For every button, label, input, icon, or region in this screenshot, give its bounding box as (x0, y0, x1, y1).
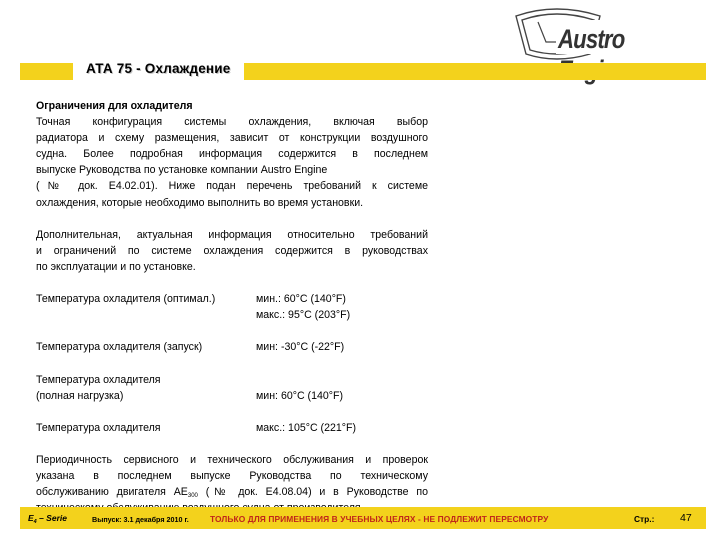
limit-start (36, 339, 428, 355)
intro-paragraph (36, 114, 428, 211)
limit-label: Температура охладителя (запуск) (36, 341, 203, 354)
footer-bar (20, 507, 706, 529)
limit-label: Температура охладителя (оптимал.) (36, 293, 216, 306)
service-line: обслуживанию двигателя $AE_{300}$ (№ док. E4.08.04) и в Руководстве по (36, 486, 428, 500)
footer-page-label: Стр.: (634, 514, 655, 524)
limit-full-load-row2 (36, 388, 428, 404)
intro-line: выпуске Руководства по установке компании Austro Engine (36, 164, 328, 177)
intro-line: Точная конфигурация системы охлаждения, включая выбор (36, 116, 428, 129)
page-title: АТА 75 - Охлаждение (86, 61, 231, 76)
footer-serie: $E_4$ – Serie (28, 513, 67, 525)
additional-line: и ограничений по системе охлаждения содержится в руководствах (36, 244, 428, 257)
limit-label: Температура охладителя (36, 421, 161, 434)
limit-value: мин: 60°C (140°F) (256, 389, 343, 402)
intro-line: охлаждения, которые необходимо выполнить во время установки. (36, 196, 364, 209)
title-bar-right (244, 63, 706, 80)
limit-optimal-max (36, 307, 428, 323)
section-heading: Ограничения для охладителя (36, 100, 193, 112)
limit-value: мин: -30°C (-22°F) (256, 341, 345, 354)
limit-label: (полная нагрузка) (36, 389, 124, 402)
service-line: Периодичность сервисного и технического обслуживания и проверок (36, 454, 428, 467)
limit-optimal (36, 291, 428, 307)
limit-label: Температура охладителя (36, 373, 161, 386)
limit-full-load (36, 372, 428, 388)
service-line: указана в последнем выпуске Руководства по техническому (36, 470, 428, 483)
limit-value: макс.: 105°C (221°F) (256, 421, 356, 434)
additional-line: Дополнительная, актуальная информация относительно требований (36, 228, 428, 241)
footer-warning: ТОЛЬКО ДЛЯ ПРИМЕНЕНИЯ В УЧЕБНЫХ ЦЕЛЯХ - НЕ ПОДЛЕЖИТ ПЕРЕСМОТРУ (210, 514, 549, 524)
additional-line: по эксплуатации и по установке. (36, 260, 196, 273)
title-bar-left (20, 63, 73, 80)
limit-max (36, 420, 428, 436)
footer-page-number: 47 (680, 512, 692, 524)
intro-line: радиатора и схему размещения, зависит от конструкции воздушного (36, 132, 428, 145)
intro-line: судна. Более подробная информация содержится в последнем (36, 148, 428, 161)
intro-line: (№ док. E4.02.01). Ниже подан перечень требований к системе (36, 180, 428, 193)
limit-value: мин.: 60°C (140°F) (256, 293, 346, 306)
footer-issue: Выпуск: 3.1 декабря 2010 г. (92, 515, 189, 524)
additional-paragraph (36, 227, 428, 275)
brand-name: Austro (558, 24, 625, 54)
content-body (36, 98, 428, 516)
limit-value: макс.: 95°C (203°F) (256, 309, 351, 322)
